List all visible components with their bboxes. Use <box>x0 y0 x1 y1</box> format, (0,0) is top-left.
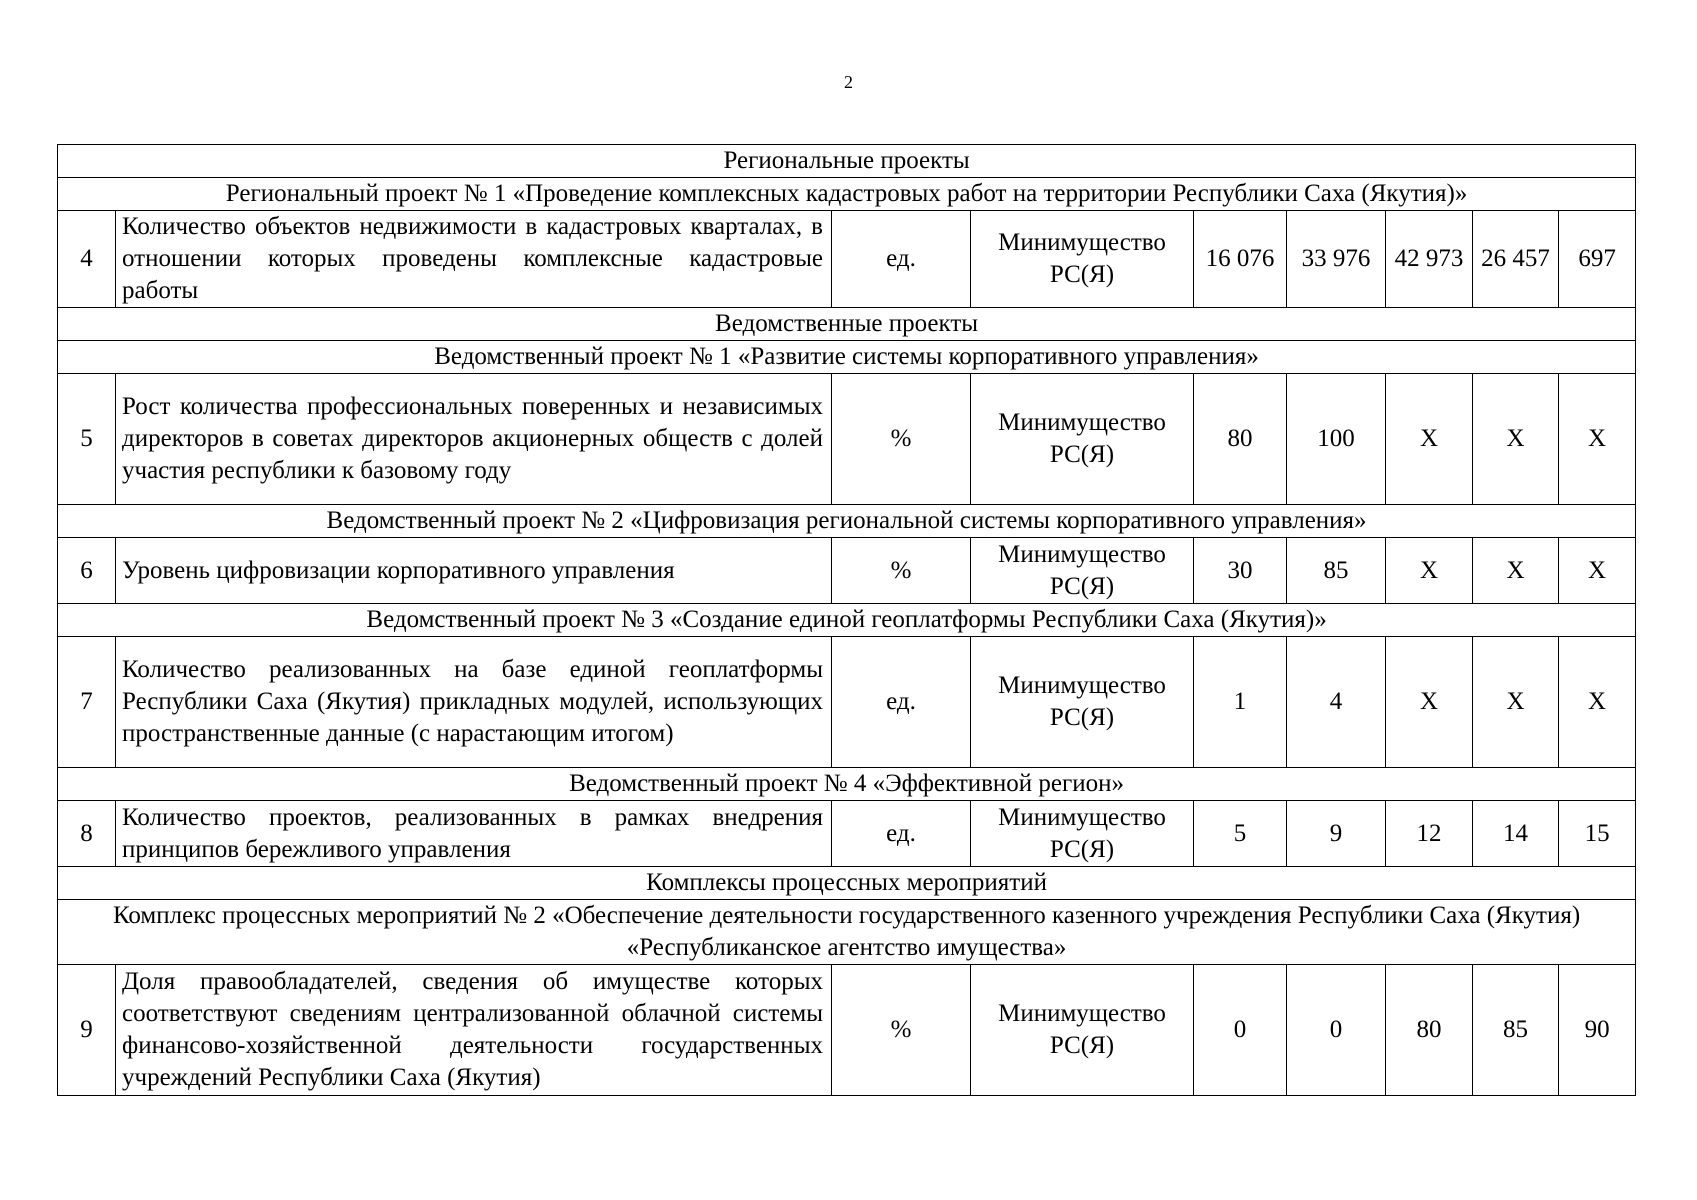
departmental-project-2-title: Ведомственный проект № 2 «Цифровизация региональной системы корпоративного управления» <box>58 505 1636 538</box>
indicator-description: Количество реализованных на базе единой геоплатформы Республики Саха (Якутия) прикладных модулей, использующих пространственные данные (с нарастающим итогом) <box>116 637 832 768</box>
value-cell: Х <box>1559 538 1636 604</box>
table-row <box>58 965 1636 1096</box>
value-cell: 85 <box>1287 538 1386 604</box>
value-cell: 0 <box>1194 965 1287 1096</box>
value-cell: 14 <box>1473 801 1559 867</box>
value-cell: 4 <box>1287 637 1386 768</box>
unit-cell: % <box>832 538 971 604</box>
row-number: 6 <box>58 538 116 604</box>
value-cell: 90 <box>1559 965 1636 1096</box>
unit-cell: ед. <box>832 637 971 768</box>
section-header-row <box>58 867 1636 900</box>
section-header-row <box>58 308 1636 341</box>
value-cell: 0 <box>1287 965 1386 1096</box>
indicator-description: Уровень цифровизации корпоративного управления <box>116 538 832 604</box>
section-title-process: Комплексы процессных мероприятий <box>58 867 1636 900</box>
responsible-cell: Минимущество РС(Я) <box>971 637 1194 768</box>
row-number: 5 <box>58 374 116 505</box>
value-cell: 16 076 <box>1194 211 1287 308</box>
section-title-departmental: Ведомственные проекты <box>58 308 1636 341</box>
unit-cell: ед. <box>832 801 971 867</box>
value-cell: 85 <box>1473 965 1559 1096</box>
indicator-description: Рост количества профессиональных поверенных и независимых директоров в советах директоров акционерных обществ с долей участия республики к базовому году <box>116 374 832 505</box>
project-header-row <box>58 178 1636 211</box>
value-cell: 42 973 <box>1386 211 1473 308</box>
departmental-project-3-title: Ведомственный проект № 3 «Создание единой геоплатформы Республики Саха (Якутия)» <box>58 604 1636 637</box>
indicators-table <box>57 144 1636 1096</box>
table-row <box>58 637 1636 768</box>
unit-cell: % <box>832 374 971 505</box>
value-cell: 15 <box>1559 801 1636 867</box>
regional-project-1-title: Региональный проект № 1 «Проведение комплексных кадастровых работ на территории Республики Саха (Якутия)» <box>58 178 1636 211</box>
indicator-description: Количество объектов недвижимости в кадастровых кварталах, в отношении которых проведены комплексные кадастровые работы <box>116 211 832 308</box>
value-cell: 697 <box>1559 211 1636 308</box>
indicator-description: Доля правообладателей, сведения об имуществе которых соответствуют сведениям централизованной облачной системы финансово-хозяйственной деятельности государственных учреждений Республики Саха (Якутия) <box>116 965 832 1096</box>
project-header-row <box>58 768 1636 801</box>
table-row <box>58 801 1636 867</box>
value-cell: 1 <box>1194 637 1287 768</box>
row-number: 7 <box>58 637 116 768</box>
unit-cell: % <box>832 965 971 1096</box>
table-row <box>58 538 1636 604</box>
section-header-row <box>58 145 1636 178</box>
value-cell: 33 976 <box>1287 211 1386 308</box>
value-cell: 9 <box>1287 801 1386 867</box>
value-cell: 80 <box>1194 374 1287 505</box>
value-cell: 5 <box>1194 801 1287 867</box>
responsible-cell: Минимущество РС(Я) <box>971 374 1194 505</box>
indicator-description: Количество проектов, реализованных в рамках внедрения принципов бережливого управления <box>116 801 832 867</box>
departmental-project-1-title: Ведомственный проект № 1 «Развитие системы корпоративного управления» <box>58 341 1636 374</box>
departmental-project-4-title: Ведомственный проект № 4 «Эффективной регион» <box>58 768 1636 801</box>
value-cell: Х <box>1473 538 1559 604</box>
value-cell: 12 <box>1386 801 1473 867</box>
table-row <box>58 374 1636 505</box>
value-cell: 30 <box>1194 538 1287 604</box>
row-number: 4 <box>58 211 116 308</box>
responsible-cell: Минимущество РС(Я) <box>971 538 1194 604</box>
responsible-cell: Минимущество РС(Я) <box>971 965 1194 1096</box>
value-cell: Х <box>1473 374 1559 505</box>
page-number: 2 <box>844 72 853 92</box>
responsible-cell: Минимущество РС(Я) <box>971 801 1194 867</box>
value-cell: 100 <box>1287 374 1386 505</box>
section-title-regional: Региональные проекты <box>58 145 1636 178</box>
value-cell: Х <box>1386 374 1473 505</box>
value-cell: Х <box>1386 538 1473 604</box>
value-cell: Х <box>1559 637 1636 768</box>
project-header-row <box>58 341 1636 374</box>
project-header-row <box>58 505 1636 538</box>
table-row <box>58 211 1636 308</box>
value-cell: 80 <box>1386 965 1473 1096</box>
row-number: 8 <box>58 801 116 867</box>
row-number: 9 <box>58 965 116 1096</box>
value-cell: Х <box>1559 374 1636 505</box>
unit-cell: ед. <box>832 211 971 308</box>
value-cell: Х <box>1473 637 1559 768</box>
project-header-row <box>58 604 1636 637</box>
responsible-cell: Минимущество РС(Я) <box>971 211 1194 308</box>
project-header-row <box>58 900 1636 965</box>
process-complex-2-title: Комплекс процессных мероприятий № 2 «Обеспечение деятельности государственного казенного учреждения Республики Саха (Якутия) «Республиканское агентство имущества» <box>58 900 1636 965</box>
value-cell: 26 457 <box>1473 211 1559 308</box>
value-cell: Х <box>1386 637 1473 768</box>
